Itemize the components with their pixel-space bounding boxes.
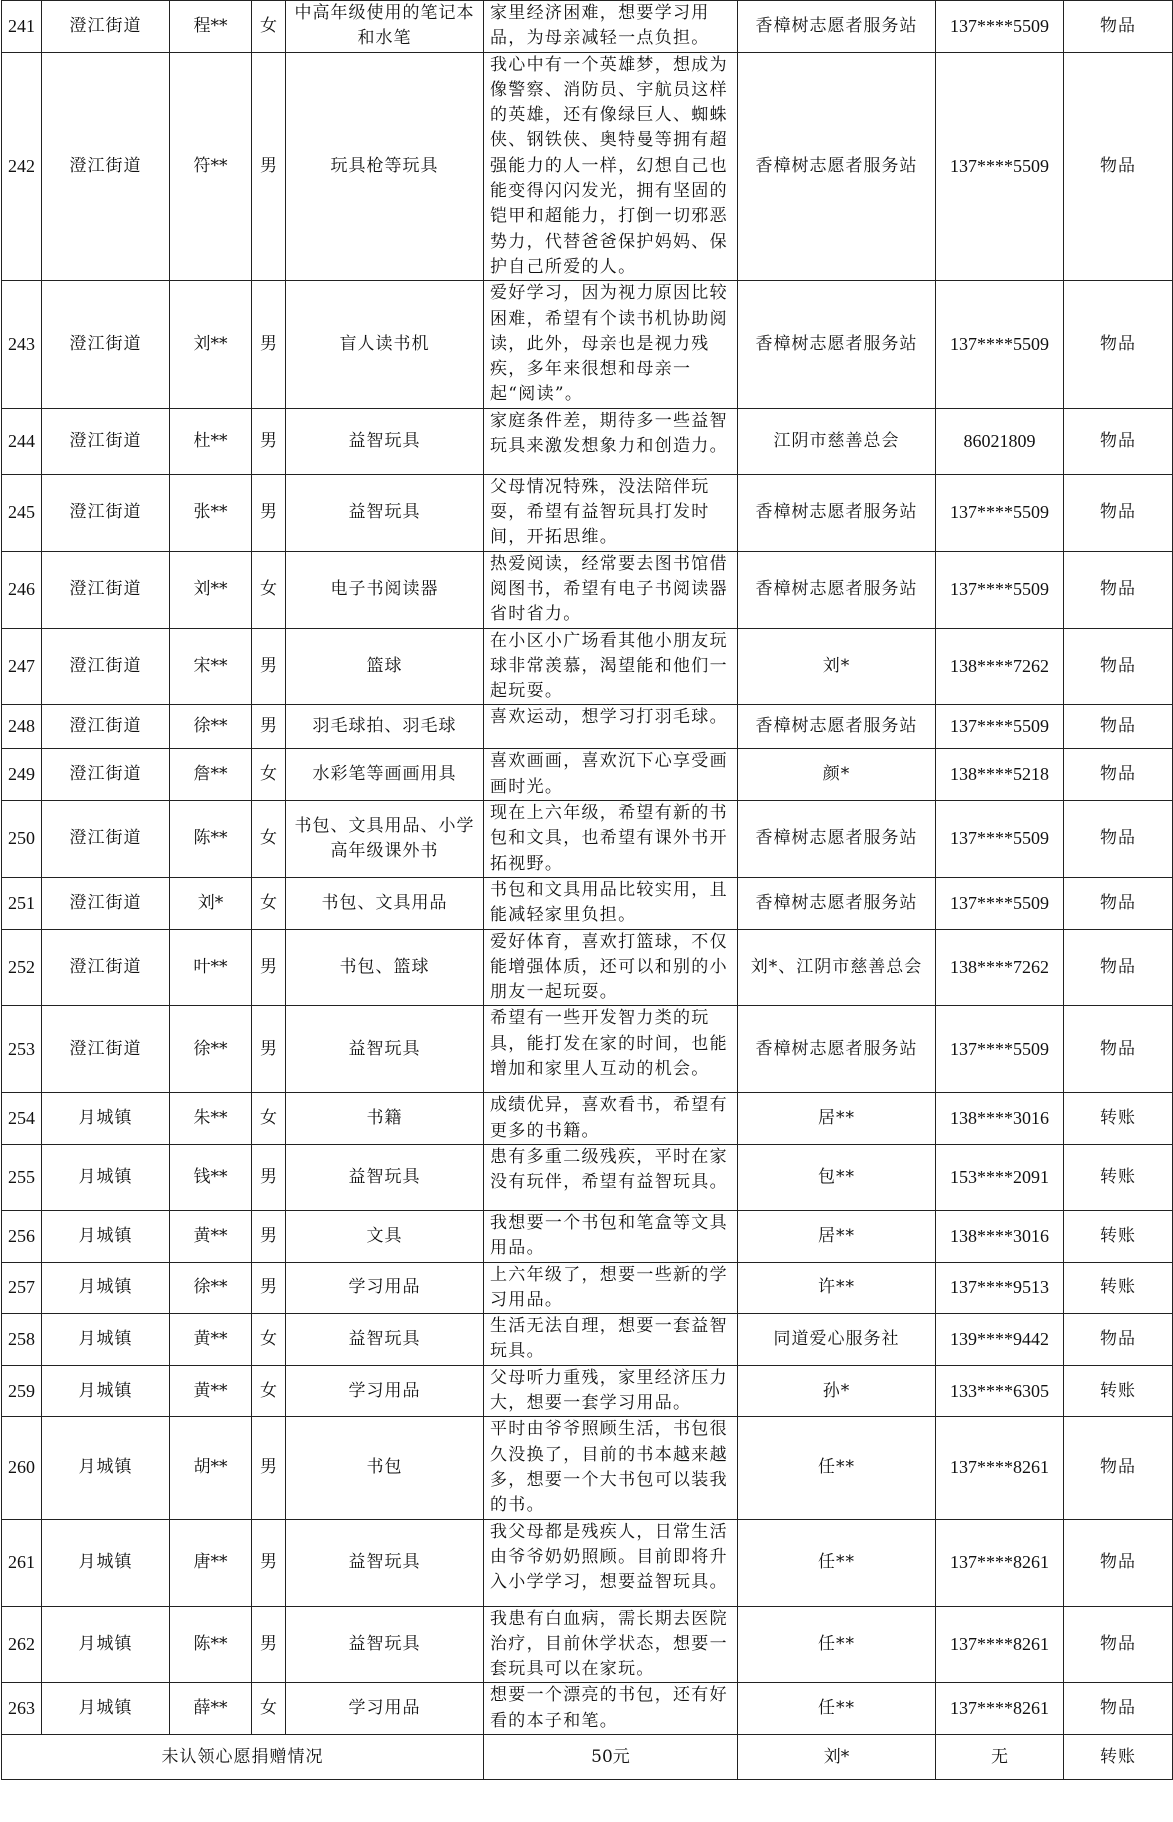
row-item: 书籍 [286,1093,484,1145]
row-donor: 包** [738,1144,936,1210]
row-wish: 热爱阅读，经常要去图书馆借阅图书，希望有电子书阅读器省时省力。 [484,551,738,628]
row-phone: 137****5509 [936,551,1064,628]
row-wish: 平时由爷爷照顾生活，书包很久没换了，目前的书本越来越多，想要一个大书包可以装我的书。 [484,1417,738,1519]
row-donor: 刘* [738,628,936,705]
row-name: 叶** [170,929,252,1006]
row-street: 月城镇 [42,1417,170,1519]
row-name: 薛** [170,1683,252,1735]
row-item: 水彩笔等画画用具 [286,749,484,801]
row-wish: 父母情况特殊，没法陪伴玩耍，希望有益智玩具打发时间，开拓思维。 [484,474,738,551]
row-donor: 香樟树志愿者服务站 [738,551,936,628]
row-gender: 女 [252,1365,286,1417]
row-donor: 香樟树志愿者服务站 [738,1006,936,1093]
row-donor: 香樟树志愿者服务站 [738,705,936,749]
row-name: 杜** [170,408,252,474]
row-phone: 137****5509 [936,474,1064,551]
row-name: 陈** [170,1606,252,1683]
table-row [2,1606,1173,1683]
row-street: 澄江街道 [42,801,170,878]
row-street: 月城镇 [42,1093,170,1145]
row-phone: 138****7262 [936,929,1064,1006]
row-type: 物品 [1064,705,1173,749]
row-phone: 138****3016 [936,1093,1064,1145]
row-gender: 女 [252,749,286,801]
table-row [2,628,1173,705]
row-street: 月城镇 [42,1144,170,1210]
row-type: 物品 [1064,1006,1173,1093]
table-row [2,281,1173,408]
row-wish: 我父母都是残疾人，日常生活由爷爷奶奶照顾。目前即将升入小学学习，想要益智玩具。 [484,1519,738,1606]
row-number: 251 [2,877,42,929]
row-item: 书包 [286,1417,484,1519]
row-gender: 女 [252,1,286,53]
row-item: 学习用品 [286,1683,484,1735]
table-row [2,1417,1173,1519]
row-number: 255 [2,1144,42,1210]
row-name: 宋** [170,628,252,705]
row-street: 月城镇 [42,1519,170,1606]
summary-amount: 50元 [484,1735,738,1780]
row-type: 转账 [1064,1210,1173,1262]
row-gender: 男 [252,408,286,474]
row-type: 物品 [1064,1314,1173,1366]
row-donor: 香樟树志愿者服务站 [738,281,936,408]
row-type: 物品 [1064,1683,1173,1735]
row-number: 254 [2,1093,42,1145]
row-type: 物品 [1064,52,1173,281]
row-item: 盲人读书机 [286,281,484,408]
summary-phone: 无 [936,1735,1064,1780]
row-number: 248 [2,705,42,749]
table-row [2,1314,1173,1366]
row-wish: 喜欢运动，想学习打羽毛球。 [484,705,738,749]
row-item: 书包、文具用品、小学高年级课外书 [286,801,484,878]
row-street: 澄江街道 [42,52,170,281]
row-item: 羽毛球拍、羽毛球 [286,705,484,749]
row-street: 澄江街道 [42,474,170,551]
row-number: 252 [2,929,42,1006]
table-row [2,1262,1173,1314]
row-donor: 香樟树志愿者服务站 [738,52,936,281]
row-wish: 我患有白血病，需长期去医院治疗，目前休学状态，想要一套玩具可以在家玩。 [484,1606,738,1683]
row-item: 中高年级使用的笔记本和水笔 [286,1,484,53]
row-gender: 男 [252,1519,286,1606]
row-name: 徐** [170,1262,252,1314]
table-row [2,1006,1173,1093]
row-type: 转账 [1064,1365,1173,1417]
row-number: 259 [2,1365,42,1417]
row-name: 黄** [170,1314,252,1366]
row-item: 书包、篮球 [286,929,484,1006]
summary-type: 转账 [1064,1735,1173,1780]
table-row [2,1,1173,53]
row-phone: 86021809 [936,408,1064,474]
row-wish: 书包和文具用品比较实用，且能减轻家里负担。 [484,877,738,929]
row-phone: 137****8261 [936,1519,1064,1606]
row-phone: 137****9513 [936,1262,1064,1314]
row-donor: 颜* [738,749,936,801]
row-donor: 居** [738,1093,936,1145]
table-row [2,52,1173,281]
row-gender: 男 [252,1606,286,1683]
row-phone: 138****5218 [936,749,1064,801]
table-row [2,1210,1173,1262]
row-phone: 137****8261 [936,1683,1064,1735]
row-number: 244 [2,408,42,474]
row-number: 260 [2,1417,42,1519]
row-donor: 任** [738,1683,936,1735]
row-phone: 133****6305 [936,1365,1064,1417]
row-item: 篮球 [286,628,484,705]
row-gender: 女 [252,801,286,878]
row-gender: 男 [252,1144,286,1210]
summary-donor: 刘* [738,1735,936,1780]
row-number: 258 [2,1314,42,1366]
row-number: 261 [2,1519,42,1606]
row-street: 澄江街道 [42,749,170,801]
row-gender: 男 [252,52,286,281]
table-row [2,551,1173,628]
row-name: 黄** [170,1365,252,1417]
row-street: 月城镇 [42,1314,170,1366]
row-gender: 男 [252,705,286,749]
row-name: 黄** [170,1210,252,1262]
row-gender: 女 [252,1314,286,1366]
row-number: 250 [2,801,42,878]
row-type: 物品 [1064,929,1173,1006]
row-street: 月城镇 [42,1365,170,1417]
row-number: 257 [2,1262,42,1314]
row-phone: 137****8261 [936,1606,1064,1683]
row-wish: 上六年级了，想要一些新的学习用品。 [484,1262,738,1314]
row-type: 物品 [1064,749,1173,801]
row-name: 刘** [170,551,252,628]
row-donor: 江阴市慈善总会 [738,408,936,474]
row-donor: 同道爱心服务社 [738,1314,936,1366]
table-row [2,705,1173,749]
row-type: 物品 [1064,801,1173,878]
row-item: 玩具枪等玩具 [286,52,484,281]
row-number: 262 [2,1606,42,1683]
row-type: 物品 [1064,1,1173,53]
row-name: 张** [170,474,252,551]
row-gender: 女 [252,551,286,628]
row-phone: 137****8261 [936,1417,1064,1519]
row-item: 益智玩具 [286,408,484,474]
row-gender: 男 [252,929,286,1006]
row-name: 唐** [170,1519,252,1606]
table-row [2,877,1173,929]
row-phone: 137****5509 [936,877,1064,929]
row-donor: 香樟树志愿者服务站 [738,474,936,551]
row-wish: 希望有一些开发智力类的玩具，能打发在家的时间，也能增加和家里人互动的机会。 [484,1006,738,1093]
row-donor: 香樟树志愿者服务站 [738,801,936,878]
row-gender: 男 [252,474,286,551]
row-number: 256 [2,1210,42,1262]
row-gender: 女 [252,1093,286,1145]
row-item: 益智玩具 [286,474,484,551]
row-gender: 女 [252,1683,286,1735]
row-street: 澄江街道 [42,281,170,408]
table-row [2,474,1173,551]
row-gender: 男 [252,1417,286,1519]
row-gender: 男 [252,1262,286,1314]
row-donor: 孙* [738,1365,936,1417]
row-street: 澄江街道 [42,877,170,929]
row-type: 物品 [1064,877,1173,929]
row-type: 转账 [1064,1262,1173,1314]
row-name: 徐** [170,1006,252,1093]
row-wish: 我想要一个书包和笔盒等文具用品。 [484,1210,738,1262]
row-wish: 患有多重二级残疾，平时在家没有玩伴，希望有益智玩具。 [484,1144,738,1210]
row-name: 詹** [170,749,252,801]
row-type: 物品 [1064,474,1173,551]
row-name: 刘** [170,281,252,408]
row-number: 249 [2,749,42,801]
row-phone: 137****5509 [936,1006,1064,1093]
row-wish: 成绩优异，喜欢看书，希望有更多的书籍。 [484,1093,738,1145]
row-wish: 喜欢画画，喜欢沉下心享受画画时光。 [484,749,738,801]
row-type: 物品 [1064,1606,1173,1683]
row-wish: 生活无法自理，想要一套益智玩具。 [484,1314,738,1366]
row-item: 学习用品 [286,1365,484,1417]
row-item: 益智玩具 [286,1606,484,1683]
row-gender: 女 [252,877,286,929]
row-name: 徐** [170,705,252,749]
table-row [2,1093,1173,1145]
table-row [2,929,1173,1006]
row-item: 学习用品 [286,1262,484,1314]
row-donor: 居** [738,1210,936,1262]
row-item: 文具 [286,1210,484,1262]
table-row [2,801,1173,878]
row-wish: 想要一个漂亮的书包，还有好看的本子和笔。 [484,1683,738,1735]
row-phone: 137****5509 [936,281,1064,408]
row-name: 程** [170,1,252,53]
row-name: 朱** [170,1093,252,1145]
row-name: 符** [170,52,252,281]
row-street: 月城镇 [42,1606,170,1683]
row-phone: 138****7262 [936,628,1064,705]
row-number: 242 [2,52,42,281]
row-item: 益智玩具 [286,1314,484,1366]
row-name: 钱** [170,1144,252,1210]
row-number: 243 [2,281,42,408]
table-row [2,1683,1173,1735]
row-street: 澄江街道 [42,551,170,628]
row-gender: 男 [252,1210,286,1262]
row-gender: 男 [252,1006,286,1093]
row-type: 物品 [1064,1417,1173,1519]
row-number: 246 [2,551,42,628]
row-phone: 153****2091 [936,1144,1064,1210]
row-donor: 任** [738,1606,936,1683]
table-row [2,749,1173,801]
row-wish: 家里经济困难，想要学习用品，为母亲减轻一点负担。 [484,1,738,53]
row-donor: 许** [738,1262,936,1314]
row-item: 电子书阅读器 [286,551,484,628]
row-item: 书包、文具用品 [286,877,484,929]
row-donor: 任** [738,1417,936,1519]
row-donor: 任** [738,1519,936,1606]
row-phone: 137****5509 [936,52,1064,281]
row-street: 澄江街道 [42,1006,170,1093]
row-number: 245 [2,474,42,551]
row-number: 263 [2,1683,42,1735]
table-row [2,408,1173,474]
wish-table [1,0,1173,1780]
row-wish: 爱好学习，因为视力原因比较困难，希望有个读书机协助阅读，此外，母亲也是视力残疾，多年来很想和母亲一起“阅读”。 [484,281,738,408]
row-street: 澄江街道 [42,408,170,474]
table-row [2,1365,1173,1417]
row-donor: 刘*、江阴市慈善总会 [738,929,936,1006]
row-item: 益智玩具 [286,1006,484,1093]
row-phone: 137****5509 [936,801,1064,878]
row-type: 转账 [1064,1093,1173,1145]
row-number: 247 [2,628,42,705]
row-type: 物品 [1064,281,1173,408]
row-gender: 男 [252,628,286,705]
row-type: 物品 [1064,628,1173,705]
row-donor: 香樟树志愿者服务站 [738,877,936,929]
row-phone: 138****3016 [936,1210,1064,1262]
row-gender: 男 [252,281,286,408]
row-street: 月城镇 [42,1262,170,1314]
row-phone: 137****5509 [936,1,1064,53]
table-row [2,1144,1173,1210]
row-name: 陈** [170,801,252,878]
row-wish: 父母听力重残，家里经济压力大，想要一套学习用品。 [484,1365,738,1417]
row-number: 241 [2,1,42,53]
row-type: 物品 [1064,551,1173,628]
row-street: 月城镇 [42,1210,170,1262]
summary-label: 未认领心愿捐赠情况 [2,1735,484,1780]
row-street: 澄江街道 [42,1,170,53]
row-type: 转账 [1064,1144,1173,1210]
row-wish: 我心中有一个英雄梦，想成为像警察、消防员、宇航员这样的英雄，还有像绿巨人、蜘蛛侠、钢铁侠、奥特曼等拥有超强能力的人一样，幻想自己也能变得闪闪发光，拥有坚固的铠甲和超能力，打倒一切邪恶势力，代替爸爸保护妈妈、保护自己所爱的人。 [484,52,738,281]
row-wish: 爱好体育，喜欢打篮球，不仅能增强体质，还可以和别的小朋友一起玩耍。 [484,929,738,1006]
row-street: 澄江街道 [42,705,170,749]
row-wish: 在小区小广场看其他小朋友玩球非常羡慕，渴望能和他们一起玩耍。 [484,628,738,705]
row-donor: 香樟树志愿者服务站 [738,1,936,53]
row-wish: 现在上六年级，希望有新的书包和文具，也希望有课外书开拓视野。 [484,801,738,878]
row-name: 刘* [170,877,252,929]
row-street: 月城镇 [42,1683,170,1735]
row-name: 胡** [170,1417,252,1519]
row-phone: 137****5509 [936,705,1064,749]
row-street: 澄江街道 [42,929,170,1006]
row-number: 253 [2,1006,42,1093]
row-type: 物品 [1064,1519,1173,1606]
row-type: 物品 [1064,408,1173,474]
summary-row [2,1735,1173,1780]
table-row [2,1519,1173,1606]
row-item: 益智玩具 [286,1144,484,1210]
table-body [2,1,1173,1780]
row-street: 澄江街道 [42,628,170,705]
row-item: 益智玩具 [286,1519,484,1606]
row-wish: 家庭条件差，期待多一些益智玩具来激发想象力和创造力。 [484,408,738,474]
row-phone: 139****9442 [936,1314,1064,1366]
